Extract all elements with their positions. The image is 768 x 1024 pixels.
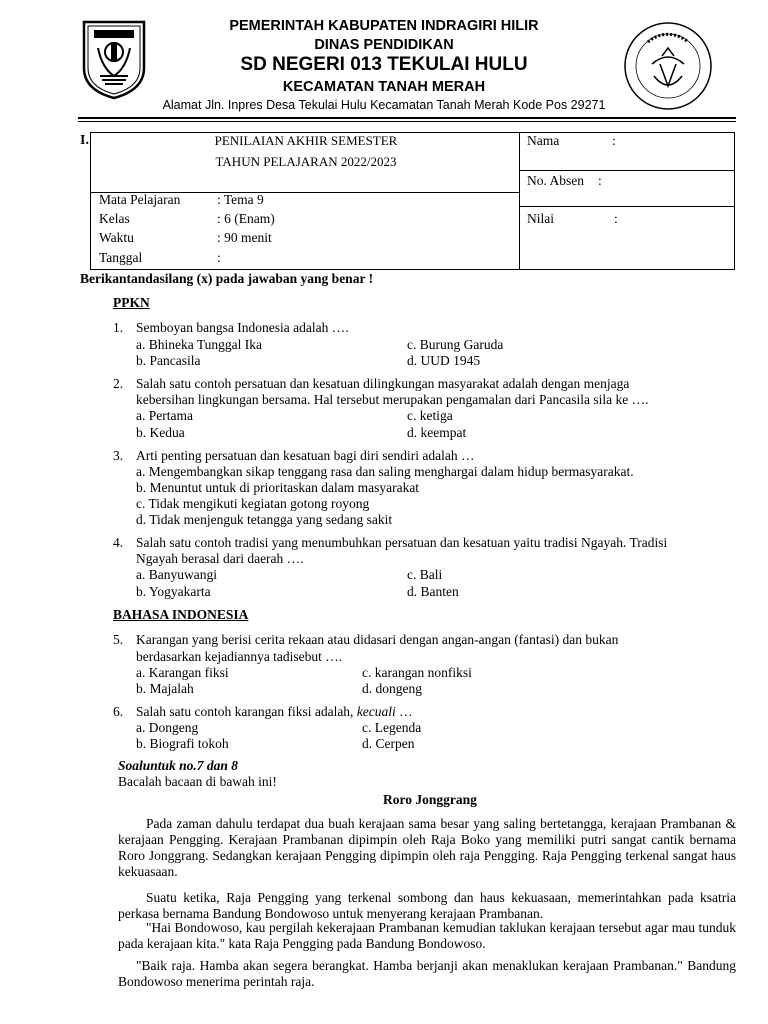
absen-label: No. Absen: [527, 173, 584, 188]
question-ellipsis: …: [395, 704, 413, 719]
name-label: Nama: [527, 133, 560, 148]
question-emphasis: kecuali: [356, 704, 396, 719]
option-b[interactable]: b. Menuntut untuk di prioritaskan dalam masyarakat: [136, 480, 420, 495]
absen-field[interactable]: :: [598, 173, 602, 188]
question-number: 3.: [113, 448, 124, 463]
option-a[interactable]: a. Dongeng: [136, 720, 199, 735]
option-d[interactable]: d. Cerpen: [362, 736, 415, 751]
question-text: Semboyan bangsa Indonesia adalah ….: [136, 320, 349, 335]
option-a[interactable]: a. Banyuwangi: [136, 567, 217, 582]
option-c[interactable]: c. Burung Garuda: [407, 337, 504, 352]
option-c[interactable]: c. Tidak mengikuti kegiatan gotong royong: [136, 496, 370, 511]
option-d[interactable]: d. dongeng: [362, 681, 422, 696]
student-info-divider: [519, 170, 735, 171]
header-school-name: SD NEGERI 013 TEKULAI HULU: [240, 54, 528, 75]
option-c[interactable]: c. Bali: [407, 567, 443, 582]
reading-paragraph: "Hai Bondowoso, kau pergilah kekerajaan Prambanan kemudian taklukan kerajaan tersebut agar mau tunduk pada kerajaan kita." kata Raja Pengging pada Bandung Bondowoso.: [118, 920, 736, 951]
header-government: PEMERINTAH KABUPATEN INDRAGIRI HILIR: [229, 18, 539, 34]
option-b[interactable]: b. Majalah: [136, 681, 194, 696]
question-text: Salah satu contoh tradisi yang menumbuhkan persatuan dan kesatuan yaitu tradisi Ngayah. Tradisi: [136, 535, 668, 550]
subject-value: : Tema 9: [217, 192, 264, 207]
option-b[interactable]: b. Biografi tokoh: [136, 736, 229, 751]
reading-paragraph: "Baik raja. Hamba akan segera berangkat. Hamba berjanji akan menaklukan kerajaan Prambanan." Bandung Bondowoso menerima perintah raja.: [118, 958, 736, 989]
option-d[interactable]: d. keempat: [407, 425, 467, 440]
question-text: Arti penting persatuan dan kesatuan bagi diri sendiri adalah …: [136, 448, 475, 463]
option-a[interactable]: a. Pertama: [136, 408, 193, 423]
date-value: :: [217, 250, 221, 265]
question-number: 6.: [113, 704, 124, 719]
question-text: kebersihan lingkungan bersama. Hal tersebut merupakan pengamalan dari Pancasila sila ke ….: [136, 392, 649, 407]
option-d[interactable]: d. Banten: [407, 584, 459, 599]
header-department: DINAS PENDIDIKAN: [314, 37, 454, 53]
question-text: berdasarkan kejadiannya tadisebut ….: [136, 649, 343, 664]
option-a[interactable]: a. Karangan fiksi: [136, 665, 229, 680]
subject-label: Mata Pelajaran: [99, 192, 181, 207]
exam-details-box: [90, 192, 520, 270]
option-c[interactable]: c. karangan nonfiksi: [362, 665, 472, 680]
class-value: : 6 (Enam): [217, 211, 275, 226]
question-number: 5.: [113, 632, 124, 647]
option-b[interactable]: b. Kedua: [136, 425, 185, 440]
section-ppkn: PPKN: [113, 295, 150, 310]
option-d[interactable]: d. Tidak menjenguk tetangga yang sedang sakit: [136, 512, 393, 527]
reading-instruction: Bacalah bacaan di bawah ini!: [118, 774, 277, 789]
option-b[interactable]: b. Pancasila: [136, 353, 201, 368]
student-info-divider: [519, 206, 735, 207]
instruction: Berikantandasilang (x) pada jawaban yang benar !: [80, 271, 374, 286]
exam-title-box: [90, 132, 520, 193]
exam-title: PENILAIAN AKHIR SEMESTER: [214, 133, 398, 148]
time-label: Waktu: [99, 230, 134, 245]
question-text: [136, 704, 413, 720]
reading-paragraph: Pada zaman dahulu terdapat dua buah kerajaan sama besar yang saling bertetangga, kerajaan Prambanan & kerajaan Pengging. Kerajaan Prambanan dipimpin oleh Raja Boko yang memiliki putri sangat cantik bernama Roro Jonggrang. Sedangkan kerajaan Pengging dipimpin oleh raja Pengging. Raja Pengging terkenal sangat haus kekuasaan.: [118, 816, 736, 879]
option-c[interactable]: c. ketiga: [407, 408, 453, 423]
option-c[interactable]: c. Legenda: [362, 720, 422, 735]
header-district: KECAMATAN TANAH MERAH: [282, 79, 486, 95]
reading-title: Roro Jonggrang: [383, 792, 477, 807]
class-label: Kelas: [99, 211, 130, 226]
exam-year: TAHUN PELAJARAN 2022/2023: [215, 154, 397, 169]
question-number: 4.: [113, 535, 124, 550]
question-text: Salah satu contoh persatuan dan kesatuan dilingkungan masyarakat adalah dengan menjaga: [136, 376, 630, 391]
header-divider-thin: [78, 121, 736, 122]
question-text: Ngayah berasal dari daerah ….: [136, 551, 304, 566]
score-label: Nilai: [527, 211, 554, 226]
section-bahasa-indonesia: BAHASA INDONESIA: [113, 607, 249, 622]
section-number: I.: [80, 133, 89, 148]
question-number: 2.: [113, 376, 124, 391]
time-value: : 90 menit: [217, 230, 272, 245]
option-d[interactable]: d. UUD 1945: [407, 353, 481, 368]
reading-paragraph: Suatu ketika, Raja Pengging yang terkenal sombong dan haus kekuasaan, memerintahkan pada ksatria perkasa bernama Bandung Bondowoso untuk menyerang kerajaan Prambanan.: [118, 890, 736, 921]
reading-question-ref: Soaluntuk no.7 dan 8: [118, 758, 239, 773]
score-field[interactable]: :: [614, 211, 618, 226]
option-a[interactable]: a. Bhineka Tunggal Ika: [136, 337, 262, 352]
option-b[interactable]: b. Yogyakarta: [136, 584, 211, 599]
name-field[interactable]: :: [612, 133, 616, 148]
question-text: Karangan yang berisi cerita rekaan atau didasari dengan angan-angan (fantasi) dan bukan: [136, 632, 619, 647]
question-text-main: Salah satu contoh karangan fiksi adalah,: [136, 704, 354, 719]
student-info-box: [519, 132, 735, 270]
header-divider: [78, 117, 736, 119]
option-a[interactable]: a. Mengembangkan sikap tenggang rasa dan saling menghargai dalam hidup bermasyarakat.: [136, 464, 634, 479]
header-address: Alamat Jln. Inpres Desa Tekulai Hulu Kecamatan Tanah Merah Kode Pos 29271: [162, 98, 606, 112]
date-label: Tanggal: [99, 250, 143, 265]
question-number: 1.: [113, 320, 124, 335]
